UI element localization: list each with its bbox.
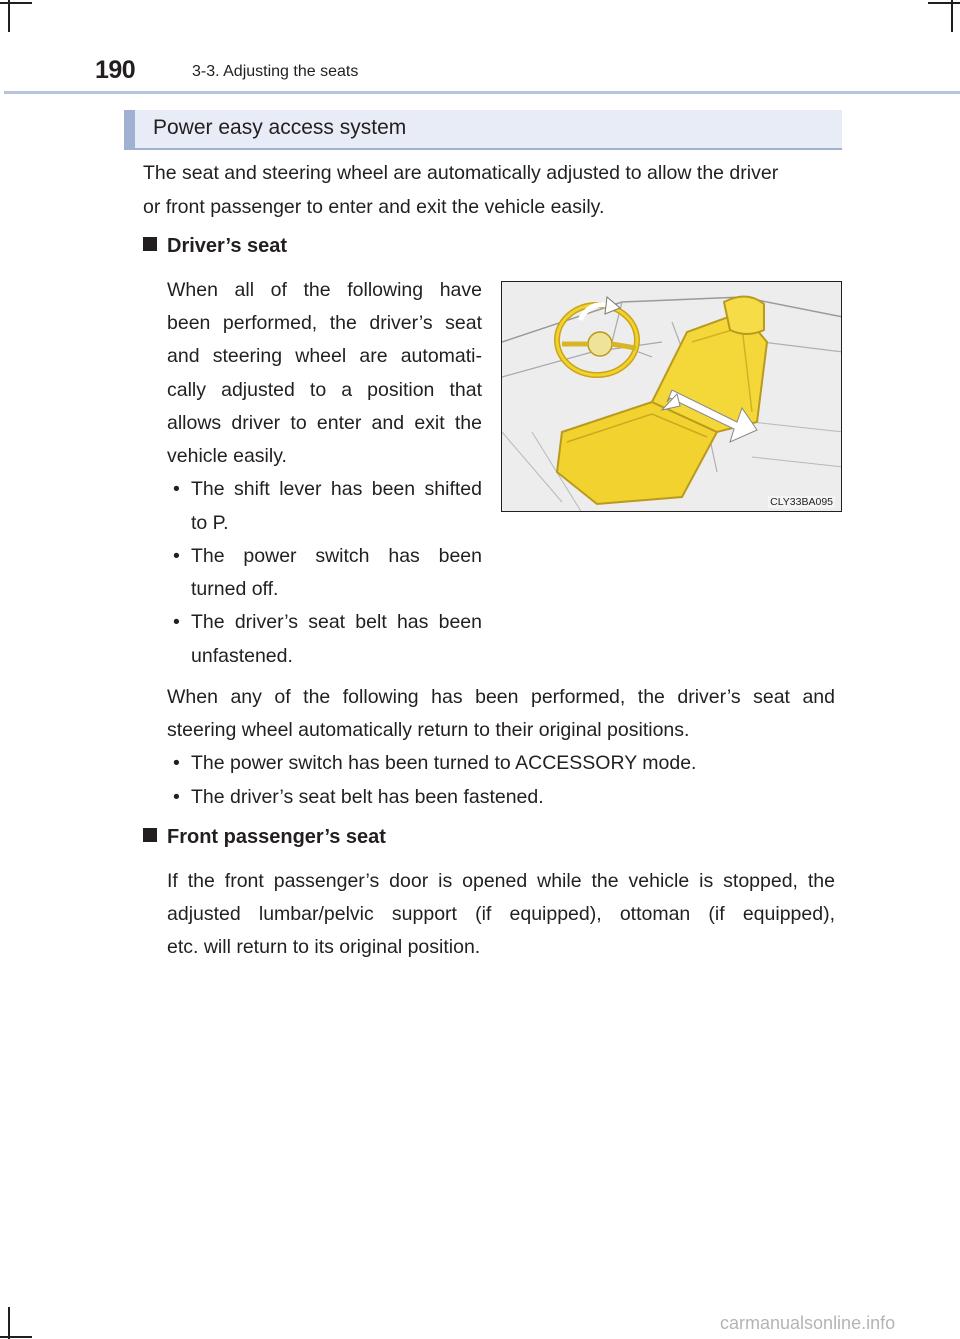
bullet-dot: • [173, 611, 180, 633]
subheading-text: Front passenger’s seat [167, 826, 386, 848]
running-header: 3-3. Adjusting the seats [192, 63, 359, 80]
bullet-dot: • [173, 545, 180, 567]
crop-mark [928, 2, 960, 4]
body-line: etc. will return to its original position. [167, 936, 481, 958]
car-interior-seat-illustration [502, 282, 842, 512]
page-number: 190 [95, 56, 136, 84]
section-title-bar [124, 110, 842, 150]
bullet-line: The shift lever has been shifted [191, 478, 482, 500]
header-rule [4, 91, 960, 94]
body-line: adjusted lumbar/pelvic support (if equipped), ottoman (if equipped), [167, 903, 835, 925]
figure-code: CLY33BA095 [770, 496, 833, 508]
bullet-line: The driver’s seat belt has been fastened. [191, 786, 544, 808]
bullet-dot: • [173, 752, 180, 774]
subheading-text: Driver’s seat [167, 235, 288, 257]
bullet-line: turned off. [191, 578, 279, 600]
body-line: been performed, the driver’s seat [167, 312, 482, 334]
subheading-front-passenger-seat [143, 826, 386, 849]
crop-mark [0, 1336, 32, 1338]
intro-line: or front passenger to enter and exit the vehicle easily. [143, 196, 605, 218]
crop-mark [951, 0, 953, 32]
body-line: steering wheel automatically return to their original positions. [167, 719, 690, 741]
bullet-line: The power switch has been turned to ACCESSORY mode. [191, 752, 697, 774]
body-line: and steering wheel are automati- [167, 345, 482, 367]
seat-illustration [501, 281, 842, 512]
section-title: Power easy access system [153, 116, 407, 139]
bullet-line: unfastened. [191, 645, 293, 667]
square-bullet-icon [143, 828, 157, 842]
crop-mark [0, 2, 32, 4]
watermark-text: carmanualsonline.info [720, 1313, 896, 1333]
crop-mark [8, 1307, 10, 1339]
body-line: allows driver to enter and exit the [167, 412, 482, 434]
bullet-line: to P. [191, 512, 229, 534]
body-line: cally adjusted to a position that [167, 379, 482, 401]
body-line: If the front passenger’s door is opened while the vehicle is stopped, the [167, 870, 835, 892]
bullet-line: The driver’s seat belt has been [191, 611, 482, 633]
subheading-drivers-seat [143, 235, 287, 258]
bullet-dot: • [173, 786, 180, 808]
body-line: vehicle easily. [167, 445, 287, 467]
crop-mark [8, 0, 10, 32]
bullet-dot: • [173, 478, 180, 500]
body-line: When all of the following have [167, 279, 482, 301]
square-bullet-icon [143, 237, 157, 251]
intro-line: The seat and steering wheel are automatically adjusted to allow the driver [143, 162, 779, 184]
bullet-line: The power switch has been [191, 545, 482, 567]
body-line: When any of the following has been performed, the driver’s seat and [167, 686, 835, 708]
